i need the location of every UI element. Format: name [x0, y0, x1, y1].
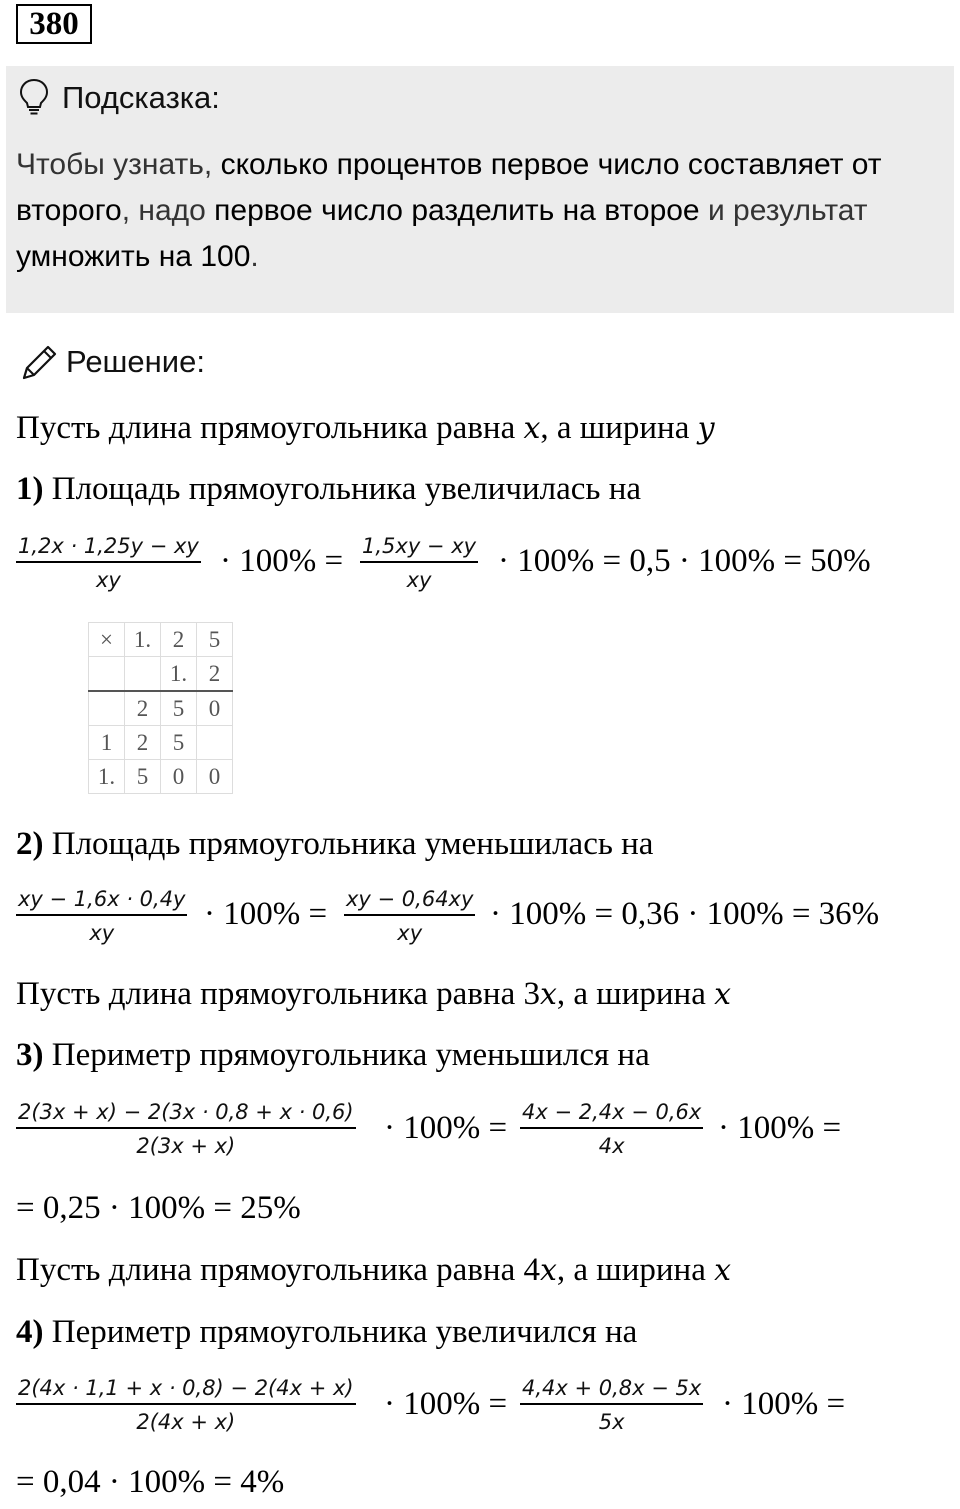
step-1-fraction-1: 1,2x · 1,25y − xy xy — [18, 534, 199, 592]
step-3-tail: · 100% = — [718, 1110, 842, 1146]
multiplication-table: × 1. 2 5 1. 2 2 5 0 1 2 5 1. 5 0 0 — [88, 622, 233, 794]
step-4-fraction-1: 2(4x · 1,1 + x · 0,8) − 2(4x + x) 2(4x + x) — [18, 1376, 354, 1434]
pencil-icon — [18, 342, 60, 384]
step-2-result: · 100% = 0,36 · 100% = 36% — [490, 896, 880, 932]
step-3-fraction-1: 2(3x + x) − 2(3x · 0,8 + x · 0,6) 2(3x + x) — [18, 1100, 354, 1158]
step-2-fraction-1: xy − 1,6x · 0,4y xy — [18, 887, 186, 945]
step-1-result: · 100% = 0,5 · 100% = 50% — [498, 543, 871, 579]
step-2-heading: 2) Площадь прямоугольника уменьшилась на — [16, 826, 654, 862]
hint-title: Подсказка: — [62, 80, 220, 115]
step-4-result: = 0,04 · 100% = 4% — [16, 1464, 285, 1500]
solution-title: Решение: — [66, 344, 205, 379]
step-1-equals: · 100% = — [220, 543, 344, 579]
assumption-2: Пусть длина прямоугольника равна 3x, а ширина x — [16, 976, 732, 1012]
step-4-heading: 4) Периметр прямоугольника увеличился на — [16, 1314, 638, 1350]
assumption-3: Пусть длина прямоугольника равна 4x, а ширина x — [16, 1252, 732, 1288]
assumption-1: Пусть длина прямоугольника равна x, а ширина y — [16, 410, 715, 446]
step-3-result: = 0,25 · 100% = 25% — [16, 1190, 301, 1226]
step-4-fraction-2: 4,4x + 0,8x − 5x 5x — [522, 1376, 702, 1434]
step-1-heading: 1) Площадь прямоугольника увеличилась на — [16, 471, 641, 507]
task-number: 380 — [16, 4, 92, 44]
step-1-fraction-2: 1,5xy − xy xy — [362, 534, 477, 592]
step-2-fraction-2: xy − 0,64xy xy — [346, 887, 474, 945]
step-3-heading: 3) Периметр прямоугольника уменьшился на — [16, 1037, 650, 1073]
step-3-equals: · 100% = — [384, 1110, 508, 1146]
step-4-equals: · 100% = — [384, 1386, 508, 1422]
step-3-fraction-2: 4x − 2,4x − 0,6x 4x — [522, 1100, 702, 1158]
hint-text: Чтобы узнать, сколько процентов первое число составляет от второго, надо первое число разделить на второе и результат умножить на 100. — [16, 148, 882, 273]
step-2-equals: · 100% = — [204, 896, 328, 932]
step-4-tail: · 100% = — [722, 1386, 846, 1422]
lightbulb-icon — [18, 78, 50, 116]
